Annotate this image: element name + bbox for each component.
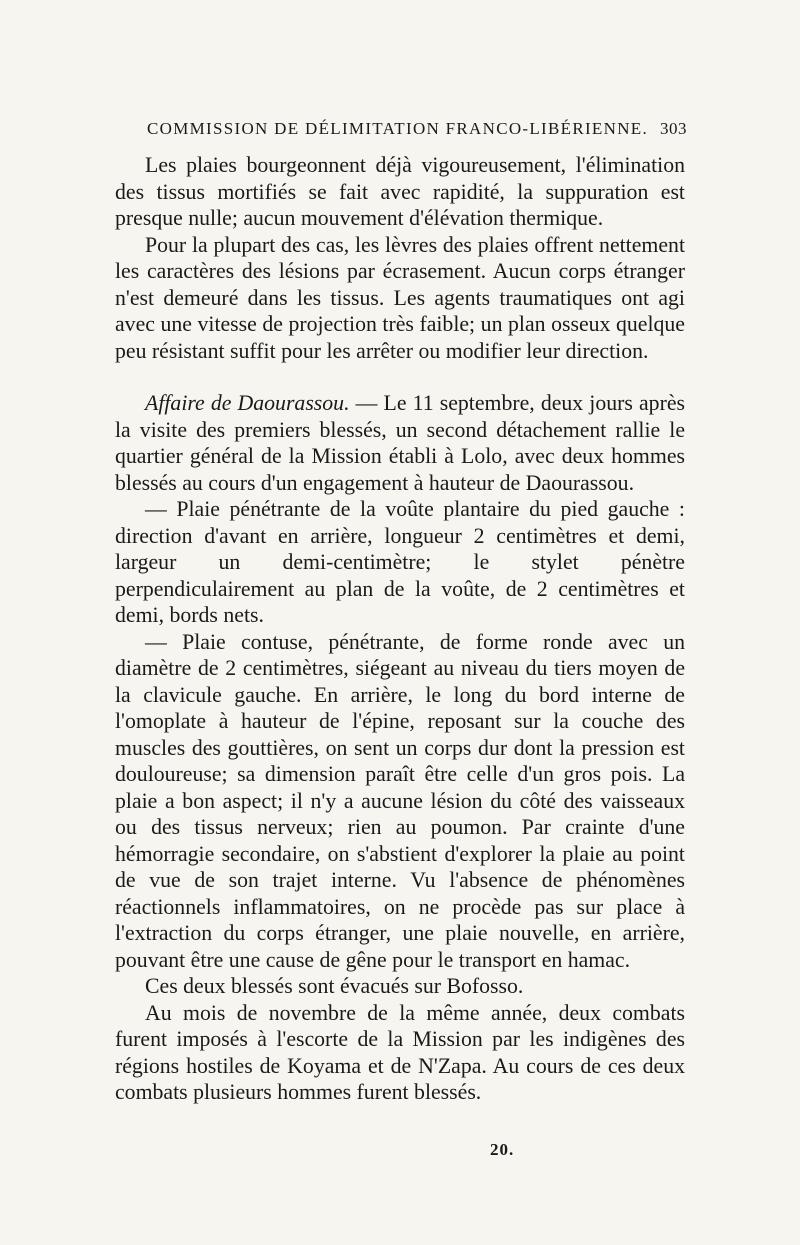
body-text [115, 152, 685, 1106]
paragraph-5: — Plaie contuse, pénétrante, de forme ronde avec un diamètre de 2 centimètres, siégeant au niveau du tiers moyen de la clavicule gauche. En arrière, le long du bord interne de l'omoplate à hauteur de l'épine, reposant sur la couche des muscles des gouttières, on sent un corps dur dont la pression est douloureuse; sa dimension paraît être celle d'un gros pois. La plaie a bon aspect; il n'y a aucune lésion du côté des vaisseaux ou des tissus nerveux; rien au poumon. Par crainte d'une hémorragie secondaire, on s'abstient d'explorer la plaie au point de vue de son trajet interne. Vu l'absence de phénomènes réactionnels inflammatoires, on ne procède pas sur place à l'extraction du corps étranger, une plaie nouvelle, en arrière, pouvant être une cause de gêne pour le transport en hamac. [115, 629, 685, 972]
paragraph-7: Au mois de novembre de la même année, deux combats furent imposés à l'escorte de la Mission par les indigènes des régions hostiles de Koyama et de N'Zapa. Au cours de ces deux combats plusieurs hommes furent blessés. [115, 1000, 685, 1104]
page-number: 303 [660, 119, 687, 138]
paragraph-3-text: — Le 11 septembre, deux jours après la visite des premiers blessés, un second détachement rallie le quartier général de la Mission établi à Lolo, avec deux hommes blessés au cours d'un engagement à hauteur de Daourassou. [115, 391, 685, 495]
running-header [147, 118, 687, 140]
paragraph-2: Pour la plupart des cas, les lèvres des plaies offrent nettement les caractères des lésions par écrasement. Aucun corps étranger n'est demeuré dans les tissus. Les agents traumatiques ont agi avec une vitesse de projection très faible; un plan osseux quelque peu résistant suffit pour les arrêter ou modifier leur direction. [115, 232, 685, 363]
paragraph-3 [115, 390, 685, 496]
running-title: COMMISSION DE DÉLIMITATION FRANCO-LIBÉRIENNE. [147, 119, 649, 138]
paragraph-4: — Plaie pénétrante de la voûte plantaire du pied gauche : direction d'avant en arrière, longueur 2 centimètres et demi, largeur un demi-centimètre; le stylet pénètre perpendiculairement au plan de la voûte, de 2 centimètres et demi, bords nets. [115, 497, 685, 627]
paragraph-1: Les plaies bourgeonnent déjà vigoureusement, l'élimination des tissus mortifiés se fait avec rapidité, la suppuration est presque nulle; aucun mouvement d'élévation thermique. [115, 153, 685, 230]
paragraph-6: Ces deux blessés sont évacués sur Bofosso. [145, 974, 524, 998]
signature-mark: 20. [490, 1140, 515, 1159]
section-heading: Affaire de Daourassou. [145, 391, 350, 415]
